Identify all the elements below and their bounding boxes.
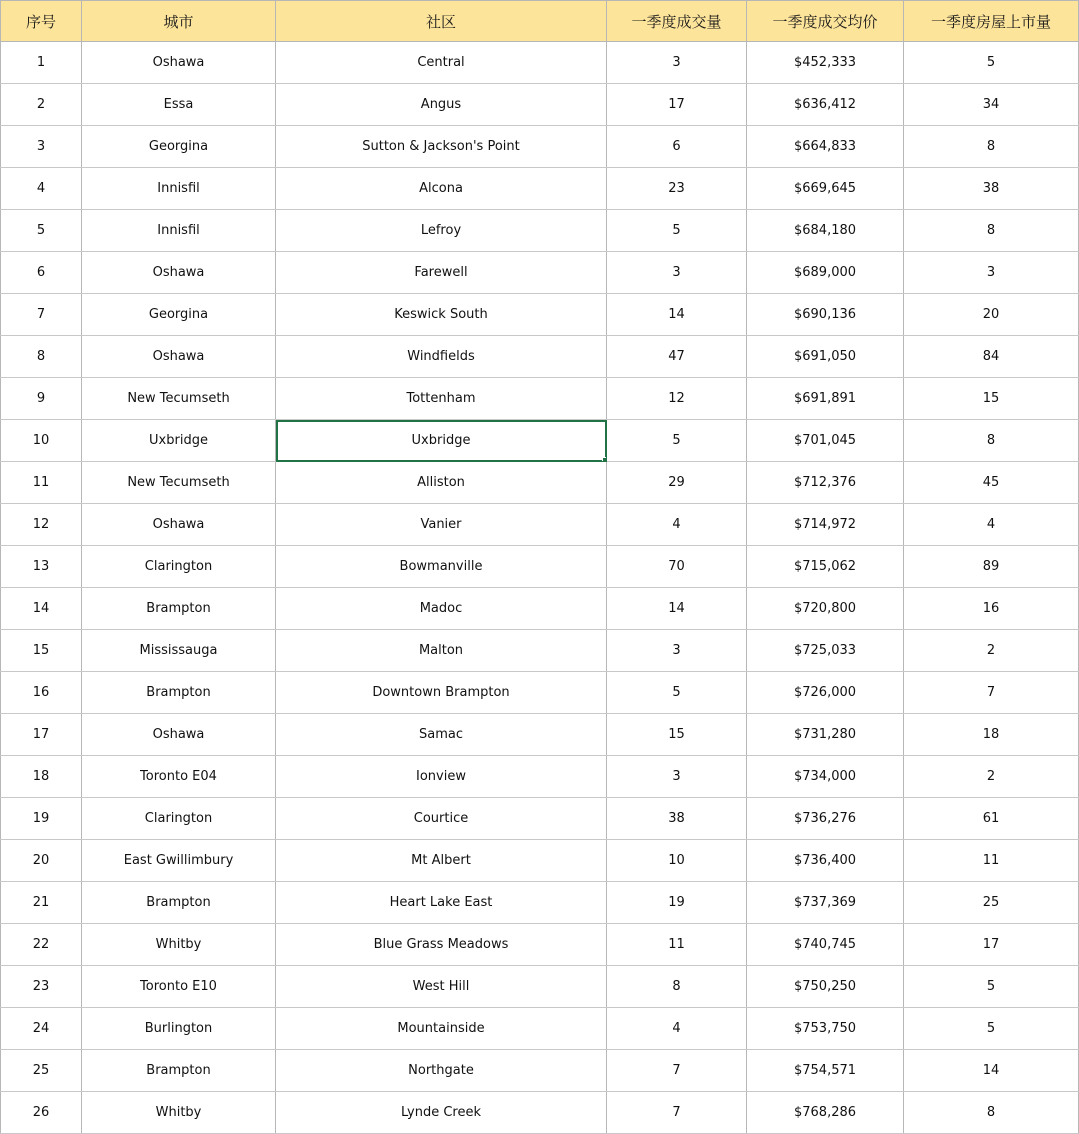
cell-sales-volume[interactable]: 47 xyxy=(607,336,747,378)
table-row xyxy=(1,294,1079,336)
cell-new-listings[interactable]: 25 xyxy=(904,882,1079,924)
cell-sales-volume[interactable]: 23 xyxy=(607,168,747,210)
table-row xyxy=(1,252,1079,294)
table-row xyxy=(1,630,1079,672)
cell-community[interactable]: Samac xyxy=(276,714,607,756)
cell-new-listings[interactable]: 84 xyxy=(904,336,1079,378)
cell-index[interactable]: 8 xyxy=(1,336,82,378)
cell-new-listings[interactable]: 18 xyxy=(904,714,1079,756)
cell-index[interactable]: 13 xyxy=(1,546,82,588)
cell-city[interactable]: Georgina xyxy=(82,126,276,168)
cell-new-listings[interactable]: 89 xyxy=(904,546,1079,588)
cell-average-price[interactable]: $731,280 xyxy=(747,714,904,756)
table-row xyxy=(1,546,1079,588)
cell-average-price[interactable]: $669,645 xyxy=(747,168,904,210)
cell-community[interactable]: Heart Lake East xyxy=(276,882,607,924)
cell-index[interactable]: 10 xyxy=(1,420,82,462)
cell-index[interactable]: 14 xyxy=(1,588,82,630)
cell-community[interactable]: Lynde Creek xyxy=(276,1092,607,1134)
cell-city[interactable]: Oshawa xyxy=(82,504,276,546)
cell-community[interactable]: Northgate xyxy=(276,1050,607,1092)
cell-index[interactable]: 6 xyxy=(1,252,82,294)
cell-sales-volume[interactable]: 15 xyxy=(607,714,747,756)
cell-average-price[interactable]: $736,400 xyxy=(747,840,904,882)
cell-new-listings[interactable]: 4 xyxy=(904,504,1079,546)
cell-new-listings[interactable]: 45 xyxy=(904,462,1079,504)
cell-average-price[interactable]: $712,376 xyxy=(747,462,904,504)
cell-average-price[interactable]: $768,286 xyxy=(747,1092,904,1134)
header-index[interactable]: 序号 xyxy=(1,1,82,42)
header-city[interactable]: 城市 xyxy=(82,1,276,42)
cell-sales-volume[interactable]: 11 xyxy=(607,924,747,966)
table-row xyxy=(1,966,1079,1008)
selected-cell[interactable]: Uxbridge xyxy=(276,420,607,462)
cell-sales-volume[interactable]: 38 xyxy=(607,798,747,840)
table-row xyxy=(1,84,1079,126)
cell-community[interactable]: Lefroy xyxy=(276,210,607,252)
cell-sales-volume[interactable]: 5 xyxy=(607,420,747,462)
cell-average-price[interactable]: $725,033 xyxy=(747,630,904,672)
cell-city[interactable]: Oshawa xyxy=(82,714,276,756)
cell-city[interactable]: Whitby xyxy=(82,924,276,966)
cell-average-price[interactable]: $691,891 xyxy=(747,378,904,420)
cell-city[interactable]: Whitby xyxy=(82,1092,276,1134)
table-row xyxy=(1,756,1079,798)
cell-new-listings[interactable]: 5 xyxy=(904,42,1079,84)
cell-community[interactable]: Ionview xyxy=(276,756,607,798)
cell-community[interactable]: Central xyxy=(276,42,607,84)
cell-new-listings[interactable]: 8 xyxy=(904,420,1079,462)
table-row xyxy=(1,882,1079,924)
cell-sales-volume[interactable]: 7 xyxy=(607,1050,747,1092)
cell-city[interactable]: New Tecumseth xyxy=(82,462,276,504)
cell-sales-volume[interactable]: 7 xyxy=(607,1092,747,1134)
cell-average-price[interactable]: $714,972 xyxy=(747,504,904,546)
cell-city[interactable]: Innisfil xyxy=(82,168,276,210)
cell-average-price[interactable]: $734,000 xyxy=(747,756,904,798)
cell-city[interactable]: Brampton xyxy=(82,1050,276,1092)
cell-index[interactable]: 1 xyxy=(1,42,82,84)
cell-city[interactable]: Essa xyxy=(82,84,276,126)
cell-sales-volume[interactable]: 17 xyxy=(607,84,747,126)
cell-new-listings[interactable]: 20 xyxy=(904,294,1079,336)
cell-city[interactable]: Georgina xyxy=(82,294,276,336)
cell-sales-volume[interactable]: 3 xyxy=(607,630,747,672)
table-row xyxy=(1,210,1079,252)
header-q1-sales-volume[interactable]: 一季度成交量 xyxy=(607,1,747,42)
cell-sales-volume[interactable]: 10 xyxy=(607,840,747,882)
table-body xyxy=(1,42,1079,1134)
cell-city[interactable]: Brampton xyxy=(82,672,276,714)
cell-index[interactable]: 17 xyxy=(1,714,82,756)
cell-community[interactable]: West Hill xyxy=(276,966,607,1008)
cell-community[interactable]: Alcona xyxy=(276,168,607,210)
cell-new-listings[interactable]: 8 xyxy=(904,126,1079,168)
cell-index[interactable]: 26 xyxy=(1,1092,82,1134)
cell-community[interactable]: Mountainside xyxy=(276,1008,607,1050)
table-row xyxy=(1,588,1079,630)
cell-community[interactable]: Angus xyxy=(276,84,607,126)
cell-average-price[interactable]: $720,800 xyxy=(747,588,904,630)
cell-city[interactable]: Brampton xyxy=(82,588,276,630)
cell-average-price[interactable]: $737,369 xyxy=(747,882,904,924)
cell-new-listings[interactable]: 2 xyxy=(904,756,1079,798)
cell-average-price[interactable]: $750,250 xyxy=(747,966,904,1008)
cell-average-price[interactable]: $753,750 xyxy=(747,1008,904,1050)
cell-index[interactable]: 5 xyxy=(1,210,82,252)
cell-city[interactable]: Brampton xyxy=(82,882,276,924)
cell-city[interactable]: Oshawa xyxy=(82,252,276,294)
table-row xyxy=(1,378,1079,420)
cell-average-price[interactable]: $664,833 xyxy=(747,126,904,168)
table-row xyxy=(1,1008,1079,1050)
table-row xyxy=(1,840,1079,882)
table-row xyxy=(1,462,1079,504)
cell-index[interactable]: 3 xyxy=(1,126,82,168)
cell-city[interactable]: Mississauga xyxy=(82,630,276,672)
cell-average-price[interactable]: $726,000 xyxy=(747,672,904,714)
cell-index[interactable]: 15 xyxy=(1,630,82,672)
cell-index[interactable]: 22 xyxy=(1,924,82,966)
cell-average-price[interactable]: $691,050 xyxy=(747,336,904,378)
cell-sales-volume[interactable]: 5 xyxy=(607,672,747,714)
table-row xyxy=(1,1050,1079,1092)
cell-community[interactable]: Bowmanville xyxy=(276,546,607,588)
header-community[interactable]: 社区 xyxy=(276,1,607,42)
cell-sales-volume[interactable]: 4 xyxy=(607,504,747,546)
cell-city[interactable]: Burlington xyxy=(82,1008,276,1050)
cell-new-listings[interactable]: 34 xyxy=(904,84,1079,126)
cell-community[interactable]: Farewell xyxy=(276,252,607,294)
cell-community[interactable]: Malton xyxy=(276,630,607,672)
table-row xyxy=(1,714,1079,756)
cell-index[interactable]: 4 xyxy=(1,168,82,210)
cell-index[interactable]: 9 xyxy=(1,378,82,420)
cell-sales-volume[interactable]: 70 xyxy=(607,546,747,588)
cell-new-listings[interactable]: 38 xyxy=(904,168,1079,210)
header-row xyxy=(1,1,1079,42)
table-row xyxy=(1,336,1079,378)
cell-new-listings[interactable]: 11 xyxy=(904,840,1079,882)
cell-new-listings[interactable]: 2 xyxy=(904,630,1079,672)
cell-community[interactable]: Courtice xyxy=(276,798,607,840)
table-row xyxy=(1,924,1079,966)
cell-average-price[interactable]: $715,062 xyxy=(747,546,904,588)
table-row xyxy=(1,420,1079,462)
cell-average-price[interactable]: $452,333 xyxy=(747,42,904,84)
cell-community[interactable]: Keswick South xyxy=(276,294,607,336)
cell-city[interactable]: Oshawa xyxy=(82,336,276,378)
cell-sales-volume[interactable]: 5 xyxy=(607,210,747,252)
cell-city[interactable]: Clarington xyxy=(82,546,276,588)
cell-index[interactable]: 7 xyxy=(1,294,82,336)
cell-sales-volume[interactable]: 3 xyxy=(607,252,747,294)
table-row xyxy=(1,126,1079,168)
cell-city[interactable]: Uxbridge xyxy=(82,420,276,462)
cell-sales-volume[interactable]: 6 xyxy=(607,126,747,168)
cell-new-listings[interactable]: 3 xyxy=(904,252,1079,294)
table-row xyxy=(1,798,1079,840)
table-row xyxy=(1,504,1079,546)
cell-new-listings[interactable]: 8 xyxy=(904,210,1079,252)
cell-sales-volume[interactable]: 29 xyxy=(607,462,747,504)
cell-average-price[interactable]: $636,412 xyxy=(747,84,904,126)
cell-city[interactable]: Innisfil xyxy=(82,210,276,252)
cell-sales-volume[interactable]: 14 xyxy=(607,294,747,336)
cell-new-listings[interactable]: 15 xyxy=(904,378,1079,420)
cell-index[interactable]: 20 xyxy=(1,840,82,882)
cell-index[interactable]: 12 xyxy=(1,504,82,546)
cell-sales-volume[interactable]: 3 xyxy=(607,756,747,798)
cell-new-listings[interactable]: 5 xyxy=(904,1008,1079,1050)
cell-sales-volume[interactable]: 19 xyxy=(607,882,747,924)
cell-new-listings[interactable]: 17 xyxy=(904,924,1079,966)
cell-new-listings[interactable]: 16 xyxy=(904,588,1079,630)
cell-index[interactable]: 21 xyxy=(1,882,82,924)
cell-average-price[interactable]: $689,000 xyxy=(747,252,904,294)
cell-average-price[interactable]: $690,136 xyxy=(747,294,904,336)
cell-city[interactable]: New Tecumseth xyxy=(82,378,276,420)
table-row xyxy=(1,168,1079,210)
table-row xyxy=(1,1092,1079,1134)
cell-city[interactable]: Oshawa xyxy=(82,42,276,84)
cell-index[interactable]: 24 xyxy=(1,1008,82,1050)
cell-new-listings[interactable]: 8 xyxy=(904,1092,1079,1134)
cell-community[interactable]: Sutton & Jackson's Point xyxy=(276,126,607,168)
cell-index[interactable]: 16 xyxy=(1,672,82,714)
cell-new-listings[interactable]: 5 xyxy=(904,966,1079,1008)
cell-city[interactable]: Toronto E04 xyxy=(82,756,276,798)
cell-community[interactable]: Alliston xyxy=(276,462,607,504)
cell-new-listings[interactable]: 14 xyxy=(904,1050,1079,1092)
cell-index[interactable]: 25 xyxy=(1,1050,82,1092)
cell-average-price[interactable]: $701,045 xyxy=(747,420,904,462)
cell-average-price[interactable]: $740,745 xyxy=(747,924,904,966)
cell-sales-volume[interactable]: 8 xyxy=(607,966,747,1008)
cell-community[interactable]: Windfields xyxy=(276,336,607,378)
header-q1-average-price[interactable]: 一季度成交均价 xyxy=(747,1,904,42)
cell-sales-volume[interactable]: 4 xyxy=(607,1008,747,1050)
cell-community[interactable]: Downtown Brampton xyxy=(276,672,607,714)
table-row xyxy=(1,42,1079,84)
cell-sales-volume[interactable]: 12 xyxy=(607,378,747,420)
cell-sales-volume[interactable]: 14 xyxy=(607,588,747,630)
cell-community[interactable]: Blue Grass Meadows xyxy=(276,924,607,966)
cell-average-price[interactable]: $736,276 xyxy=(747,798,904,840)
table-row xyxy=(1,672,1079,714)
cell-community[interactable]: Madoc xyxy=(276,588,607,630)
cell-index[interactable]: 2 xyxy=(1,84,82,126)
cell-new-listings[interactable]: 7 xyxy=(904,672,1079,714)
cell-community[interactable]: Vanier xyxy=(276,504,607,546)
cell-index[interactable]: 19 xyxy=(1,798,82,840)
cell-city[interactable]: Clarington xyxy=(82,798,276,840)
cell-sales-volume[interactable]: 3 xyxy=(607,42,747,84)
cell-index[interactable]: 23 xyxy=(1,966,82,1008)
cell-index[interactable]: 18 xyxy=(1,756,82,798)
cell-average-price[interactable]: $754,571 xyxy=(747,1050,904,1092)
cell-community[interactable]: Mt Albert xyxy=(276,840,607,882)
cell-community[interactable]: Tottenham xyxy=(276,378,607,420)
cell-index[interactable]: 11 xyxy=(1,462,82,504)
cell-average-price[interactable]: $684,180 xyxy=(747,210,904,252)
cell-new-listings[interactable]: 61 xyxy=(904,798,1079,840)
cell-city[interactable]: Toronto E10 xyxy=(82,966,276,1008)
header-q1-new-listings[interactable]: 一季度房屋上市量 xyxy=(904,1,1079,42)
cell-city[interactable]: East Gwillimbury xyxy=(82,840,276,882)
